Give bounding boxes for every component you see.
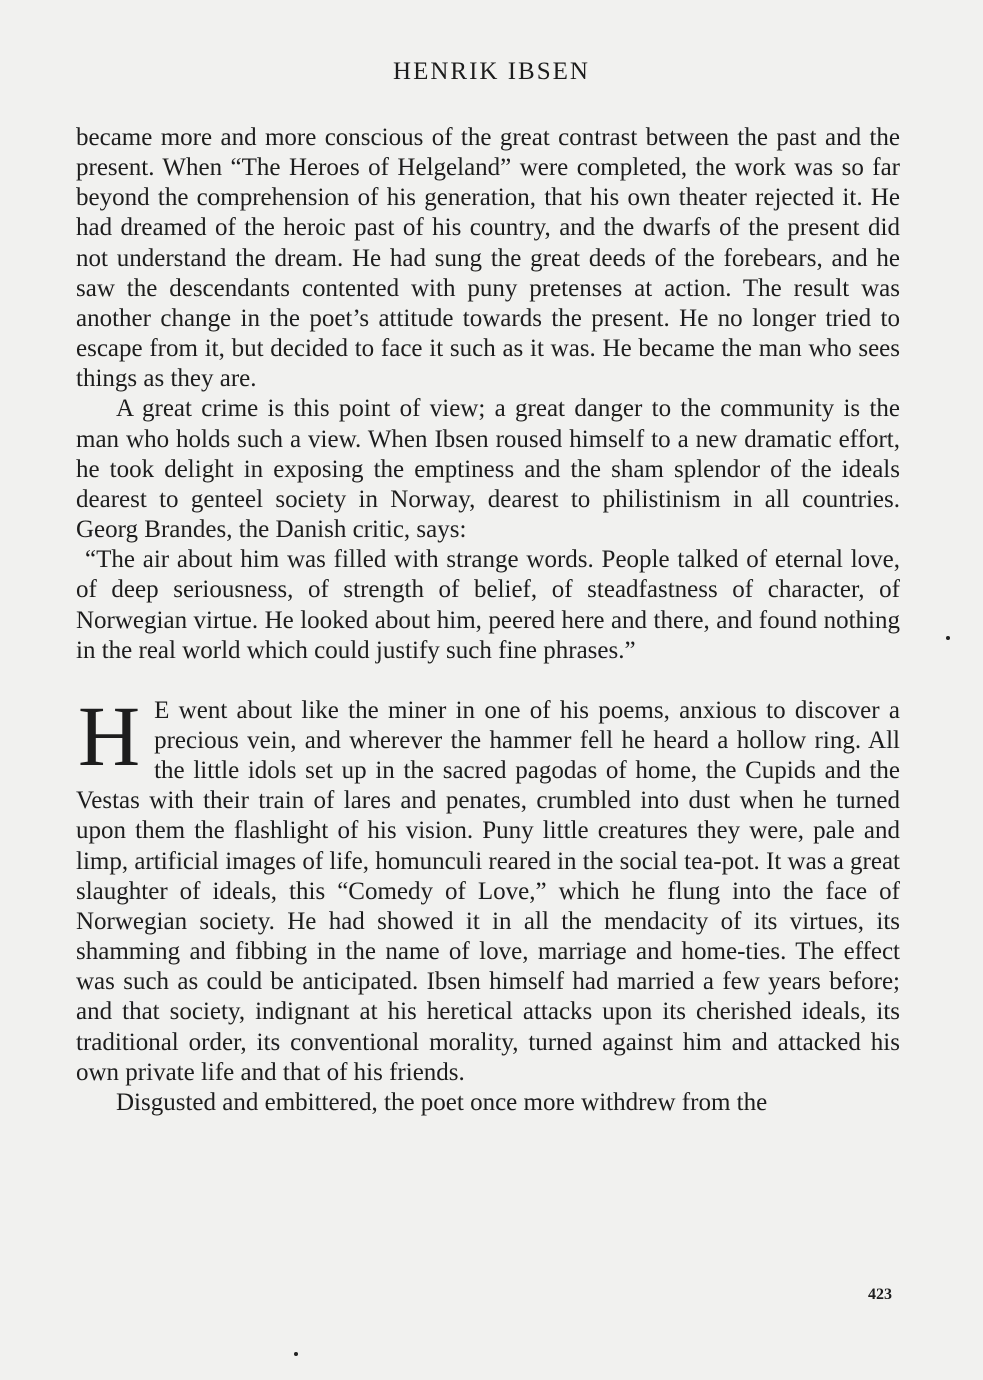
print-speck <box>294 1352 298 1356</box>
running-head-title: HENRIK IBSEN <box>393 58 590 85</box>
paragraph-crime: A great crime is this point of view; a great danger to the community is the man who holds such a view. When Ibsen roused himself to a new dramatic effort, he took delight in exposing the emptiness and the sham splendor of the ideals dearest to genteel society in Norway, dearest to philistinism in all countries. Georg Brandes, the Danish critic, says: <box>76 395 900 544</box>
print-speck <box>946 636 950 640</box>
page-number: 423 <box>868 1286 892 1303</box>
paragraph-dropcap-text: E went about like the miner in one of his poems, anxious to discover a precious vein, and wherever the hammer fell he heard a hollow ring. All the little idols set up in the sacred pagodas of home, the Cupids and the Vestas with their train of lares and penates, crumbled into dust when he turned upon them the flashlight of his vision. Puny little creatures they were, pale and limp, artificial images of life, homunculi reared in the social tea-pot. It was a great slaughter of ideals, this “Comedy of Love,” which he flung into the face of Norwegian society. He had showed it in all the mendacity of its virtues, its shamming and fibbing in the name of love, marriage and home-ties. The effect was such as could be anticipated. Ibsen himself had married a few years before; and that society, indignant at his heretical attacks upon its cherished ideals, its traditional order, its conventional morality, turned against him and attacked his own private life and that of his friends. <box>76 696 900 1086</box>
drop-cap-letter: H <box>78 687 141 784</box>
paragraph-dropcap <box>76 687 900 1088</box>
block-quote-brandes: “The air about him was filled with strange words. People talked of eternal love, of deep seriousness, of strength of belief, of steadfastness of character, of Norwegian virtue. He looked about him, peered here and there, and found nothing in the real world which could justify such fine phrases.” <box>76 546 900 664</box>
body-text <box>76 123 900 1118</box>
paragraph-disgusted: Disgusted and embittered, the poet once more withdrew from the <box>116 1088 768 1116</box>
section-gap <box>76 666 900 696</box>
paragraph-continuation: became more and more conscious of the great contrast between the past and the present. When “The Heroes of Helgeland” were completed, the work was so far beyond the comprehension of his generation, that his own theater rejected it. He had dreamed of the heroic past of his country, and the dwarfs of the present did not understand the dream. He had sung the great deeds of the forebears, and he saw the descendants contented with puny pretenses at action. The result was another change in the poet’s attitude towards the present. He no longer tried to escape from it, but decided to face it such as it was. He became the man who sees things as they are. <box>76 124 900 393</box>
